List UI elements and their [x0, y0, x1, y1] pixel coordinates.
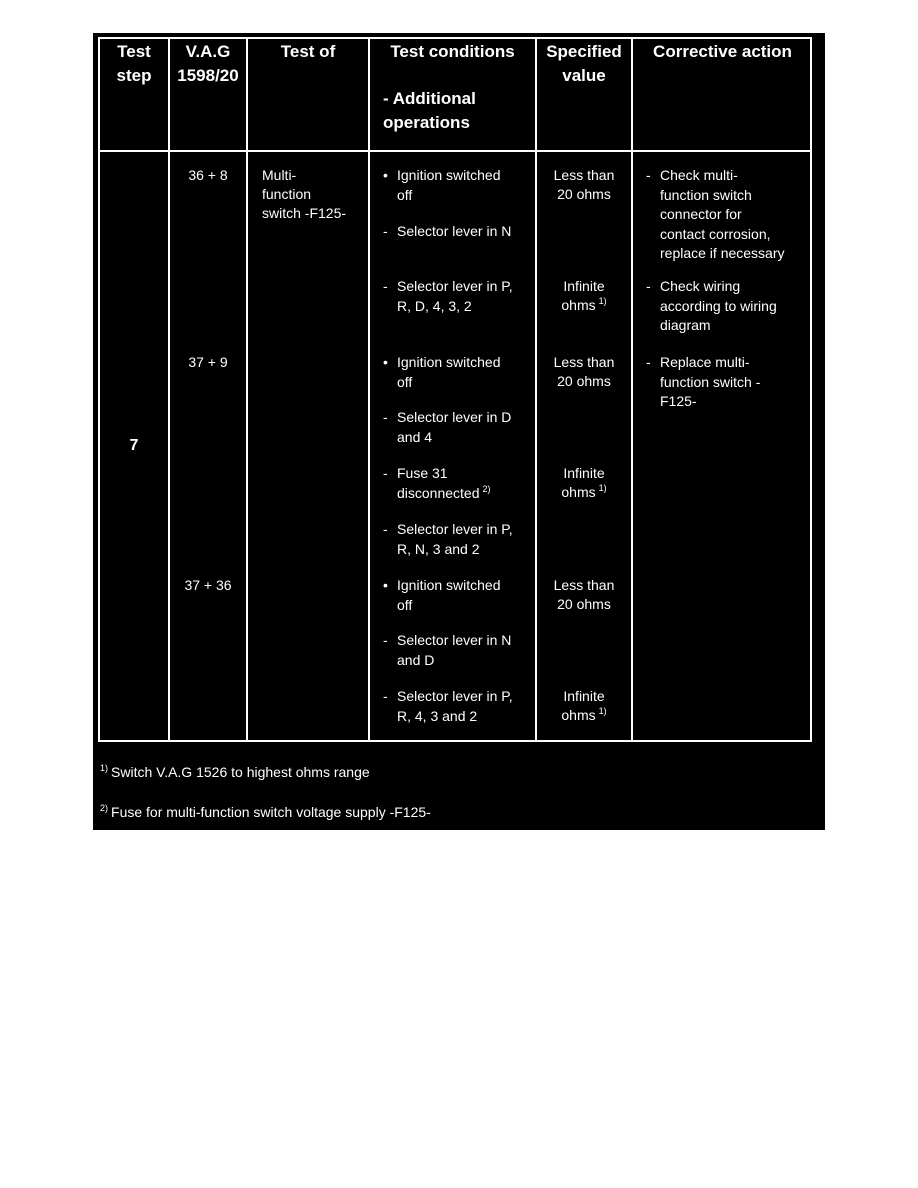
dash-marker: -: [383, 223, 388, 239]
value-text: Infinite: [563, 278, 605, 294]
header-test-step: [100, 40, 168, 88]
test-step-number: 7: [129, 437, 139, 454]
bullet-marker: •: [383, 577, 388, 593]
value-text: Infinite: [563, 465, 605, 481]
footnote-ref: 1): [598, 483, 607, 493]
condition-text: Ignition switched: [397, 354, 501, 370]
action-text: replace if necessary: [660, 245, 785, 261]
footnote-text: Fuse for multi-function switch voltage supply -F125-: [111, 804, 431, 820]
dash-marker: -: [383, 521, 388, 537]
condition-text: and 4: [397, 428, 433, 445]
condition-text: off: [397, 596, 413, 613]
test-of-cell: [262, 166, 346, 223]
cell-text: Multi-: [262, 167, 297, 183]
condition-item: [383, 166, 501, 205]
cell-text: function: [262, 186, 312, 202]
document-panel: [93, 33, 825, 830]
condition-text: R, D, 4, 3, 2: [397, 297, 472, 314]
column-divider: [631, 39, 633, 740]
condition-item: [383, 277, 513, 316]
header-specified-value: [537, 40, 631, 88]
value-text: Less than: [553, 354, 615, 370]
header-text: value: [562, 66, 606, 85]
condition-text: and D: [397, 651, 435, 668]
column-divider: [246, 39, 248, 740]
value-text: ohms: [561, 484, 596, 500]
condition-text: Selector lever in P,: [397, 688, 513, 704]
cell-text: switch -F125-: [262, 205, 347, 221]
value-text: 20 ohms: [557, 186, 611, 202]
header-text: operations: [383, 113, 470, 132]
column-divider: [168, 39, 170, 740]
footnote-mark: 1): [100, 763, 109, 773]
footnote-ref: 2): [482, 483, 491, 494]
condition-item: [383, 576, 501, 615]
test-table: [98, 37, 812, 742]
footnote-2: [100, 803, 431, 821]
corrective-action: [646, 277, 777, 336]
vag-terminals: 37 + 9: [188, 354, 228, 370]
dash-marker: -: [646, 167, 651, 183]
header-corrective-action: [633, 40, 812, 64]
condition-item: [383, 520, 513, 559]
value-text: Less than: [553, 577, 615, 593]
condition-text: R, N, 3 and 2: [397, 540, 480, 557]
dash-marker: -: [383, 688, 388, 704]
condition-text: disconnected: [397, 484, 480, 501]
action-text: Check multi-: [660, 167, 738, 183]
footnote-1: [100, 763, 370, 781]
condition-text: Selector lever in N: [397, 632, 512, 648]
header-text: - Additional: [383, 89, 476, 108]
header-text: step: [116, 66, 152, 85]
value-text: [537, 296, 631, 315]
action-text: function switch: [660, 186, 752, 203]
column-divider: [368, 39, 370, 740]
specified-value: [537, 576, 631, 614]
header-divider: [100, 150, 810, 152]
header-text: 1598/20: [177, 66, 239, 85]
footnote-text: Switch V.A.G 1526 to highest ohms range: [111, 764, 370, 780]
condition-item: [383, 464, 491, 503]
condition-item: [383, 631, 511, 670]
condition-item: [383, 353, 501, 392]
header-text: Test: [117, 42, 151, 61]
value-text: 20 ohms: [557, 596, 611, 612]
condition-item: [383, 687, 513, 726]
dash-marker: -: [646, 278, 651, 294]
condition-text: Selector lever in N: [397, 223, 512, 239]
dash-marker: -: [383, 465, 388, 481]
action-text: Check wiring: [660, 278, 741, 294]
specified-value: [537, 353, 631, 391]
value-text: [537, 483, 631, 502]
condition-text: Selector lever in D: [397, 409, 512, 425]
condition-text: Ignition switched: [397, 167, 501, 183]
bullet-marker: •: [383, 167, 388, 183]
value-text: [537, 706, 631, 725]
header-additional-operations: [383, 87, 476, 135]
action-text: F125-: [660, 393, 697, 409]
condition-text: off: [397, 186, 413, 203]
dash-marker: -: [383, 409, 388, 425]
condition-text: [397, 484, 491, 504]
action-text: diagram: [660, 317, 711, 333]
specified-value: [537, 687, 631, 725]
value-text: ohms: [561, 297, 596, 313]
specified-value: [537, 464, 631, 502]
condition-text: off: [397, 373, 413, 390]
condition-text: Selector lever in P,: [397, 521, 513, 537]
action-text: connector for: [660, 206, 742, 222]
action-text: contact corrosion,: [660, 225, 771, 242]
value-text: ohms: [561, 707, 596, 723]
condition-text: Ignition switched: [397, 577, 501, 593]
specified-value: [537, 166, 631, 204]
condition-text: Fuse 31: [397, 465, 448, 481]
dash-marker: -: [383, 278, 388, 294]
value-text: 20 ohms: [557, 373, 611, 389]
header-text: Corrective action: [653, 42, 792, 61]
header-vag: [170, 40, 246, 88]
header-text: Test of: [280, 42, 336, 61]
condition-item: [383, 408, 511, 447]
footnote-ref: 1): [598, 296, 607, 306]
bullet-marker: •: [383, 354, 388, 370]
dash-marker: -: [383, 632, 388, 648]
action-text: according to wiring: [660, 297, 777, 314]
condition-item: [383, 222, 511, 242]
condition-text: Selector lever in P,: [397, 278, 513, 294]
condition-text: R, 4, 3 and 2: [397, 707, 478, 724]
corrective-action: [646, 353, 760, 412]
vag-terminals: 36 + 8: [188, 167, 228, 183]
header-text: V.A.G: [185, 42, 231, 61]
action-text: function switch -: [660, 373, 761, 390]
vag-terminals: 37 + 36: [184, 577, 232, 593]
value-text: Less than: [553, 167, 615, 183]
corrective-action: [646, 166, 785, 264]
header-text: Test conditions: [390, 42, 515, 61]
header-test-conditions: [370, 40, 535, 64]
footnote-ref: 1): [598, 706, 607, 716]
header-test-of: [248, 40, 368, 64]
header-text: Specified: [546, 42, 622, 61]
specified-value: [537, 277, 631, 315]
value-text: Infinite: [563, 688, 605, 704]
dash-marker: -: [646, 354, 651, 370]
footnote-mark: 2): [100, 803, 109, 813]
action-text: Replace multi-: [660, 354, 750, 370]
